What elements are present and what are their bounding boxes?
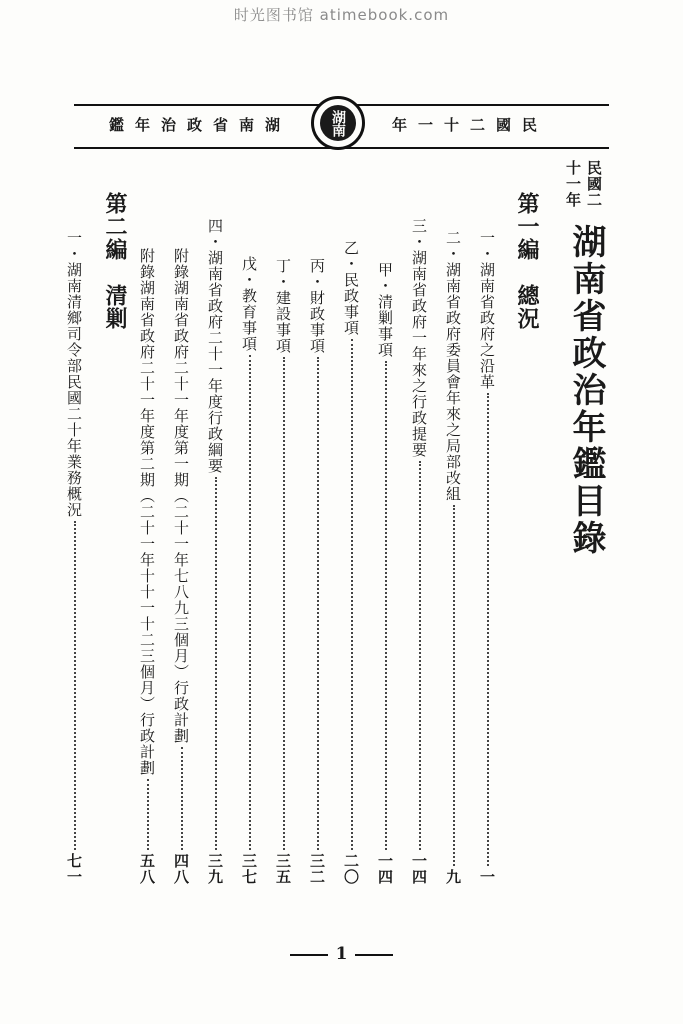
toc-entry-page: 七一 <box>65 853 83 885</box>
toc-entry-label: 戊・教育事項 <box>240 256 258 352</box>
toc-entry-label: 一・湖南清鄉司令部民國二十年業務概況 <box>65 230 83 518</box>
page-title: 湖南省政治年鑑目錄 <box>566 224 606 557</box>
seal-emblem-text: 湖南 <box>320 105 356 141</box>
toc-entry-page: 三七 <box>240 853 258 885</box>
toc-leader-dots <box>351 339 353 850</box>
toc-entry-page: 三二 <box>308 853 326 885</box>
toc-entry <box>375 262 396 885</box>
toc-entry-label: 附錄湖南省政府二十一年度第一期（二十一年七八九三個月）行政計劃 <box>172 248 190 744</box>
toc-entry-page: 五八 <box>138 853 156 885</box>
toc-leader-dots <box>181 747 183 850</box>
toc-entry <box>409 218 430 885</box>
header-year: 年一十二國民 <box>392 116 549 134</box>
header-book-title: 鑑年治政省南湖 <box>108 116 291 134</box>
toc-entry-page: 三五 <box>274 853 292 885</box>
toc-entry-page: 四八 <box>172 853 190 885</box>
toc-entry <box>477 230 498 885</box>
toc-entry-label: 附錄湖南省政府二十一年度第二期（二十一年十十一十二三個月）行政計劃 <box>138 248 156 776</box>
toc-entry <box>273 258 294 885</box>
toc-entry-label: 三・湖南省政府一年來之行政提要 <box>410 218 428 458</box>
toc-entry <box>171 248 192 885</box>
toc-leader-dots <box>419 461 421 850</box>
toc-entry-label: 乙・民政事項 <box>342 240 360 336</box>
toc-entry-label: 一・湖南省政府之沿革 <box>478 230 496 390</box>
toc-leader-dots <box>317 357 319 850</box>
seal-emblem <box>311 96 365 150</box>
toc-entry-page: 二〇 <box>342 853 360 885</box>
toc-entry-label: 二・湖南省政府委員會年來之局部改組 <box>444 230 462 502</box>
toc-leader-dots <box>147 779 149 850</box>
toc-entry <box>137 248 158 885</box>
toc-entry-label: 甲・清剿事項 <box>376 262 394 358</box>
toc-entry-label: 四・湖南省政府二十一年度行政綱要 <box>206 218 224 474</box>
page-number: 1 <box>335 944 348 964</box>
toc-entry <box>341 240 362 885</box>
toc-entry-page: 一 <box>478 869 496 885</box>
toc-leader-dots <box>283 357 285 850</box>
toc-leader-dots <box>385 361 387 850</box>
footer-dash-right <box>355 954 393 956</box>
toc-entry <box>443 230 464 885</box>
toc-entry-label: 丙・財政事項 <box>308 258 326 354</box>
toc-leader-dots <box>453 505 455 866</box>
running-header <box>74 96 609 156</box>
toc-entry-label: 丁・建設事項 <box>274 258 292 354</box>
part-heading-2: 第二編 清剿 <box>102 192 128 330</box>
toc-leader-dots <box>74 521 76 850</box>
toc-entry <box>307 258 328 885</box>
toc-entry-page: 三九 <box>206 853 224 885</box>
toc-leader-dots <box>487 393 489 866</box>
toc-leader-dots <box>249 355 251 850</box>
toc-entry <box>205 218 226 885</box>
toc-entry <box>239 256 260 885</box>
toc-entry-page: 一四 <box>410 853 428 885</box>
watermark: 时光图书馆 atimebook.com <box>233 6 450 24</box>
page-footer <box>0 944 683 964</box>
toc-leader-dots <box>215 477 217 850</box>
part-heading-1: 第一編 總況 <box>514 192 540 330</box>
footer-dash-left <box>290 954 328 956</box>
toc-entry <box>64 230 85 885</box>
toc-entry-page: 九 <box>444 869 462 885</box>
title-prefix: 民國二十一年 <box>564 160 603 208</box>
toc-entry-page: 一四 <box>376 853 394 885</box>
